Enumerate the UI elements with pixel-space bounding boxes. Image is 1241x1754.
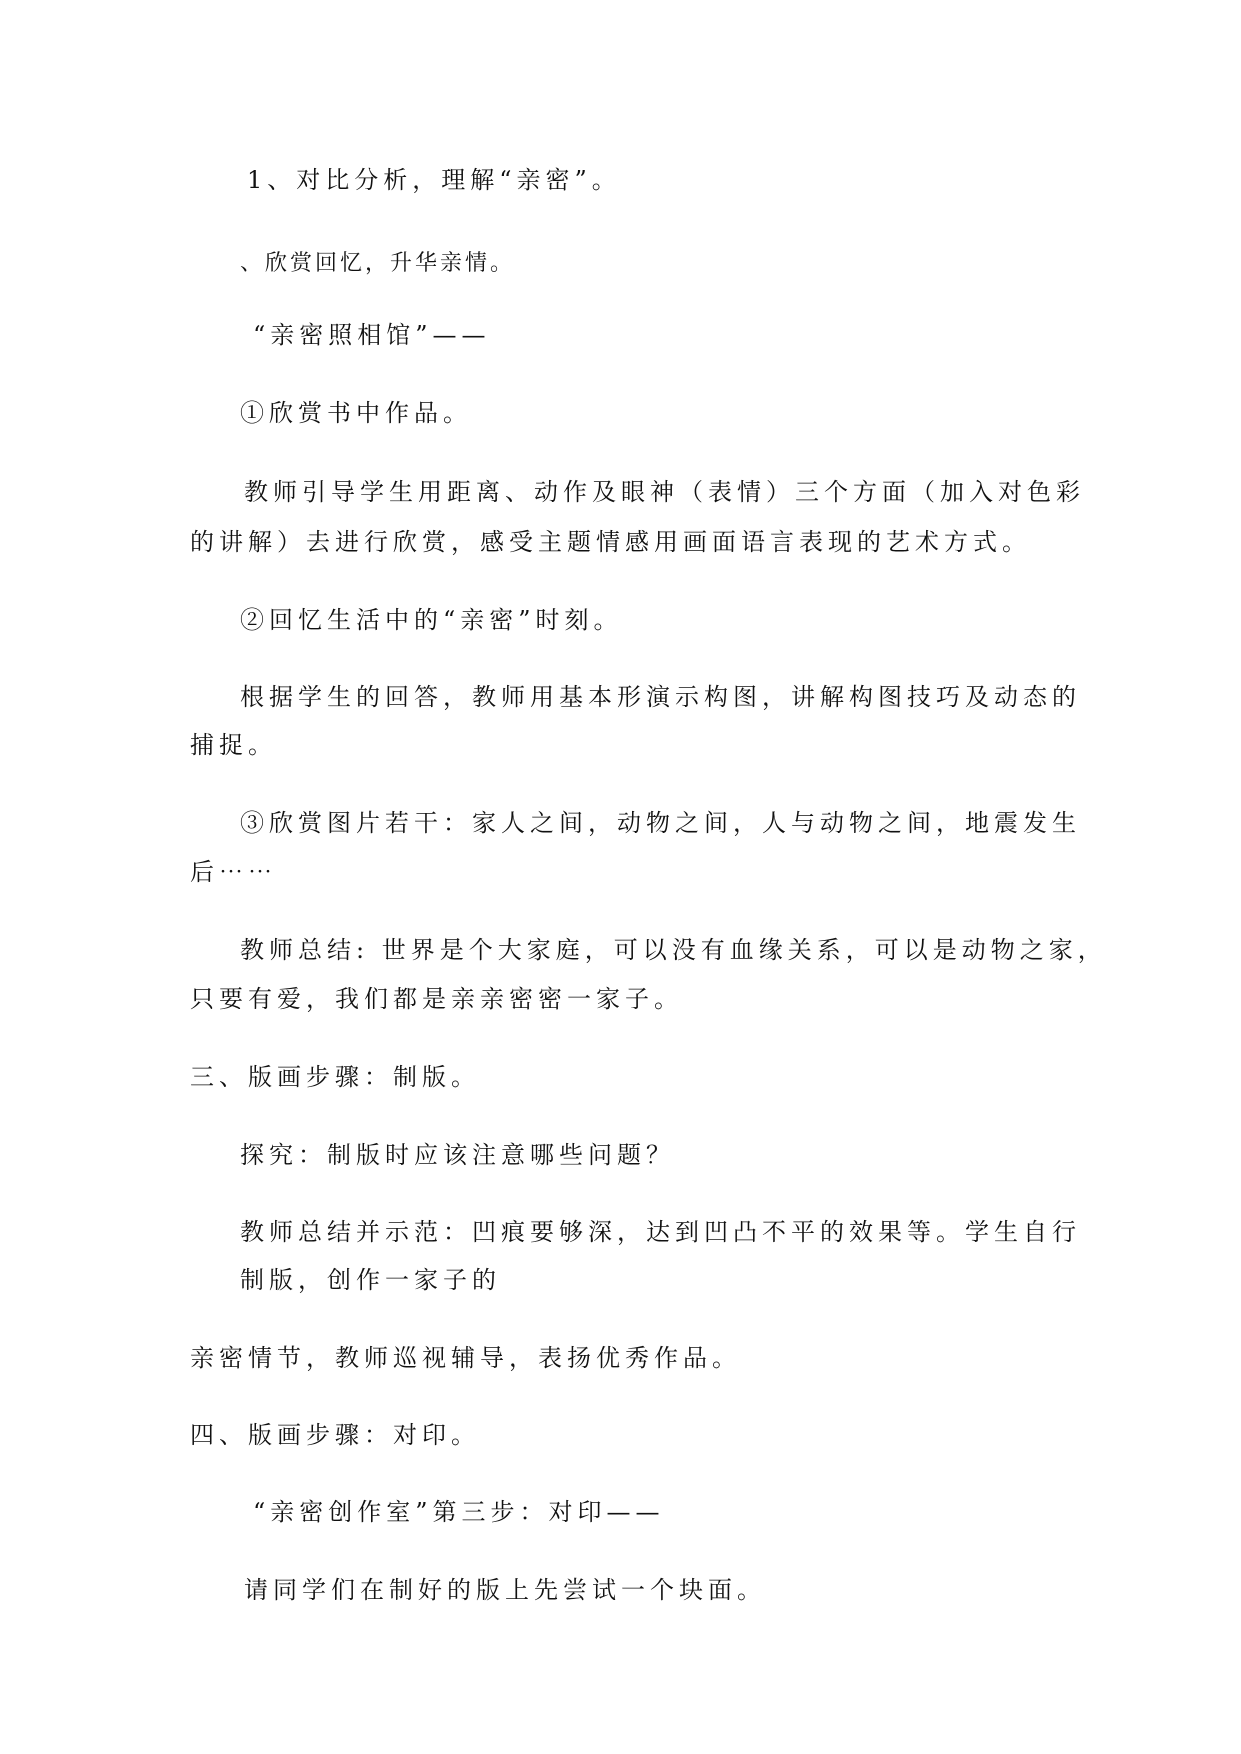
paragraph-composition-1: 根据学生的回答，教师用基本形演示构图，讲解构图技巧及动态的 xyxy=(240,683,1081,711)
item-recall-moments: ②回忆生活中的“亲密”时刻。 xyxy=(240,606,623,634)
step-appreciate-recall: 、欣赏回忆，升华亲情。 xyxy=(240,251,516,276)
paragraph-teacher-summary-1: 教师总结: 世界是个大家庭，可以没有血缘关系，可以是动物之家， xyxy=(240,936,1107,964)
paragraph-try-block: 请同学们在制好的版上先尝试一个块面。 xyxy=(244,1576,766,1604)
paragraph-explore: 探究：制版时应该注意哪些问题？ xyxy=(240,1141,675,1169)
section-heading-plate-making: 三、版画步骤：制版。 xyxy=(190,1063,480,1091)
paragraph-teacher-guide-1: 教师引导学生用距离、动作及眼神（表情）三个方面（加入对色彩 xyxy=(244,478,1085,506)
intimate-photo-studio-title: “亲密照相馆”—— xyxy=(253,321,491,349)
paragraph-demo-2: 制版，创作一家子的 xyxy=(240,1266,501,1294)
section-heading-printing: 四、版画步骤：对印。 xyxy=(190,1421,480,1449)
paragraph-demo-1: 教师总结并示范：凹痕要够深，达到凹凸不平的效果等。学生自行 xyxy=(240,1218,1081,1246)
paragraph-teacher-summary-2: 只要有爱，我们都是亲亲密密一家子。 xyxy=(190,985,683,1013)
item-appreciate-works: ①欣赏书中作品。 xyxy=(240,399,472,427)
item-appreciate-pictures-2: 后⋯⋯ xyxy=(190,858,277,886)
paragraph-teacher-guide-2: 的讲解）去进行欣赏，感受主题情感用画面语言表现的艺术方式。 xyxy=(190,528,1031,556)
creation-studio-step-three: “亲密创作室”第三步：对印—— xyxy=(253,1498,665,1526)
item-appreciate-pictures-1: ③欣赏图片若干：家人之间，动物之间，人与动物之间，地震发生 xyxy=(240,809,1081,837)
paragraph-composition-2: 捕捉。 xyxy=(190,731,277,759)
step-compare-analysis: 1、对比分析，理解“亲密”。 xyxy=(247,166,621,194)
paragraph-demo-3: 亲密情节，教师巡视辅导，表扬优秀作品。 xyxy=(190,1344,741,1372)
